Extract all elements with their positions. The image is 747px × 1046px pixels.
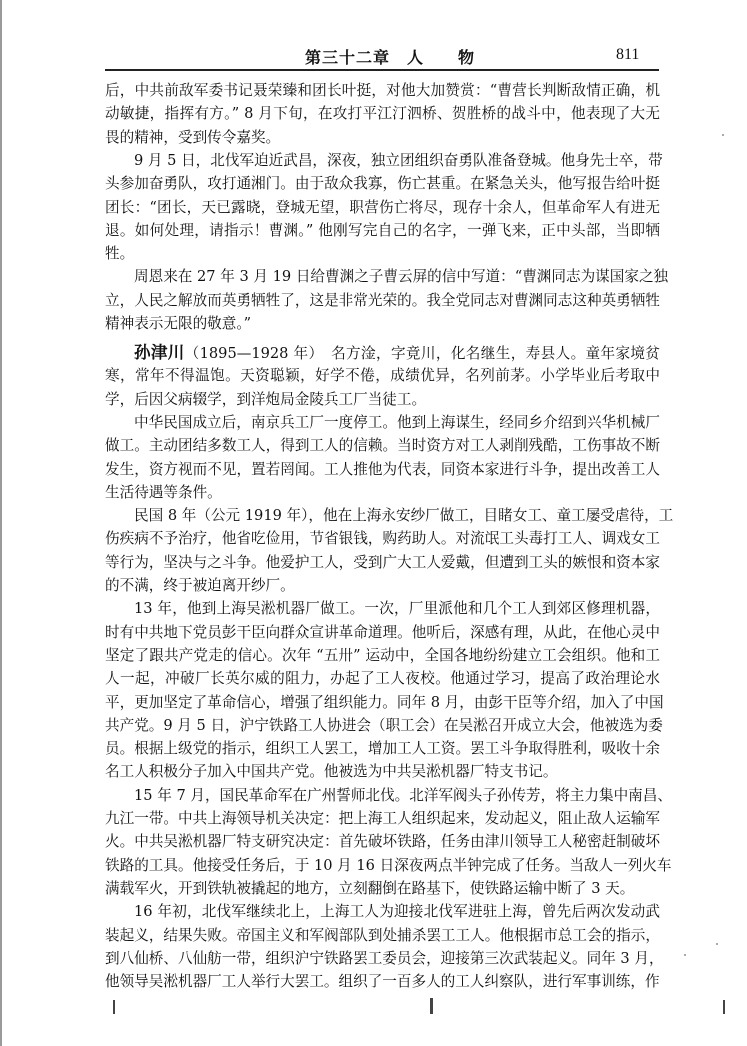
running-header-chapter-title: 第三十二章 人 物 [305,48,476,67]
text-line: 动敏捷，指挥有方。” 8 月下旬，在攻打平江汀泗桥、贺胜桥的战斗中，他表现了大无 [105,105,660,123]
text-line: 满载军火，开到铁轨被撬起的地方，立刻翻倒在路基下，使铁路运输中断了 3 天。 [105,879,635,897]
text-line: 火。中共吴淞机器厂特支研究决定：首先破坏铁路，任务由津川领导工人秘密赶制破坏 [105,833,660,851]
text-line: 坚定了跟共产党走的信心。次年 “五卅” 运动中，全国各地纷纷建立工会组织。他和工 [105,646,660,664]
text-line: 伤疾病不予治疗，他省吃俭用，节省银钱，购药助人。对流氓工头毒打工人、调戏女工 [105,530,660,548]
text-line: 等行为，坚决与之斗争。他爱护工人，受到广大工人爱戴，但遭到工头的嫉恨和资本家 [105,553,660,571]
text-line: 九江一带。中共上海领导机关决定：把上海工人组织起来，发动起义，阻止敌人运输军 [105,810,660,827]
text-line: 民国 8 年（公元 1919 年），他在上海永安纱厂做工，目睹女工、童工屡受虐待，工 [134,507,674,525]
text-line: 装起义，结果失败。帝国主义和军阀部队到处捕杀罢工工人。他根据市总工会的指示， [105,926,660,944]
text-line: 退。如何处理，请指示！曹渊。” 他刚写完自己的名字，一弹飞来，正中头部，当即牺 [105,221,660,239]
text-line: 中华民国成立后，南京兵工厂一度停工。他到上海谋生，经同乡介绍到兴华机械厂 [134,413,660,431]
text-line: 平，更加坚定了革命信心，增强了组织能力。同年 8 月，由彭干臣等介绍，加入了中国 [105,693,664,711]
text-line: 16 年初，北伐军继续北上，上海工人为迎接北伐军进驻上海，曾先后两次发动武 [134,903,660,921]
text-line: 寒，常年不得温饱。天资聪颖，好学不倦，成绩优异，名列前茅。小学毕业后考取中 [105,367,660,385]
text-line: 到八仙桥、八仙舫一带，组织沪宁铁路罢工委员会，迎接第三次武装起义。同年 3 月， [105,949,664,967]
scan-speck [722,134,724,136]
text-line: 名工人积极分子加入中国共产党。他被选为中共吴淞机器厂特支书记。 [105,763,558,781]
text-line: 时有中共地下党员彭干臣向群众宣讲革命道理。他听后，深感有理，从此，在他心灵中 [105,623,660,641]
scan-mark [113,1000,115,1014]
text-line: 精神表示无限的敬意。” [105,315,252,332]
header-rule [105,69,659,71]
text-line: 后，中共前敌军委书记聂荣臻和团长叶挺，对他大加赞赏：“曹营长判断敌情正确，机 [105,82,660,99]
scan-speck [716,943,718,945]
scan-left-border [0,0,2,1046]
text-line: 做工。主动团结多数工人，得到工人的信赖。当时资方对工人剥削残酷，工伤事故不断 [105,437,660,455]
text-line: 铁路的工具。他接受任务后，于 10 月 16 日深夜两点半钟完成了任务。当敌人一列火车 [105,856,672,874]
text-line: 生活待遇等条件。 [105,483,222,501]
text-line: 头参加奋勇队，攻打通湘门。由于敌众我寡，伤亡甚重。在紧急关头，他写报告给叶挺 [105,175,660,193]
text-line: 周恩来在 27 年 3 月 19 日给曹渊之子曹云屏的信中写道：“曹渊同志为谋国家之独 [134,268,669,286]
text-line: 畏的精神，受到传令嘉奖。 [105,128,281,146]
text-line: 发生，资方视而不见，置若罔闻。工人推他为代表，同资本家进行斗争，提出改善工人 [105,460,660,478]
text-line: 的不满，终于被迫离开纱厂。 [105,577,295,594]
biography-dates: （1895—1928 年） [184,345,317,362]
text-line: 13 年，他到上海吴淞机器厂做工。一次，厂里派他和几个工人到郊区修理机器， [134,600,660,618]
text-line: 人一起，冲破厂长英尔威的阻力，办起了工人夜校。他通过学习，提高了政治理论水 [105,670,660,688]
text-line: 立，人民之解放而英勇牺牲了，这是非常光荣的。我全党同志对曹渊同志这种英勇牺牲 [105,291,660,309]
biography-heading-line [134,342,660,364]
biography-intro: 名方淦，字竟川，化名继生，寿县人。童年家境贫 [316,345,660,362]
text-line: 团长：“团长，天已露晓，登城无望，职营伤亡将尽，现存十余人，但革命军人有进无 [105,198,660,216]
scan-speck [684,954,686,956]
text-line: 共产党。9 月 5 日，沪宁铁路工人协进会（职工会）在吴淞召开成立大会，他被选为委 [105,716,663,734]
scan-mark [430,998,433,1014]
scan-mark [723,1000,725,1014]
text-line: 员。根据上级党的指示，组织工人罢工，增加工人工资。罢工斗争取得胜利，吸收十余 [105,740,660,758]
text-line: 学，后因父病辍学，到洋炮局金陵兵工厂当徒工。 [105,390,427,408]
text-line: 9 月 5 日，北伐军迫近武昌，深夜，独立团组织奋勇队准备登城。他身先士卒，带 [134,151,663,169]
page-number: 811 [616,46,640,63]
biography-name: 孙津川 [134,343,185,362]
text-line: 15 年 7 月，国民革命军在广州誓师北伐。北洋军阀头子孙传芳，将主力集中南昌、 [134,786,672,804]
text-line: 牲。 [105,245,135,263]
text-line: 他领导吴淞机器厂工人举行大罢工。组织了一百多人的工人纠察队，进行军事训练，作 [105,973,660,991]
